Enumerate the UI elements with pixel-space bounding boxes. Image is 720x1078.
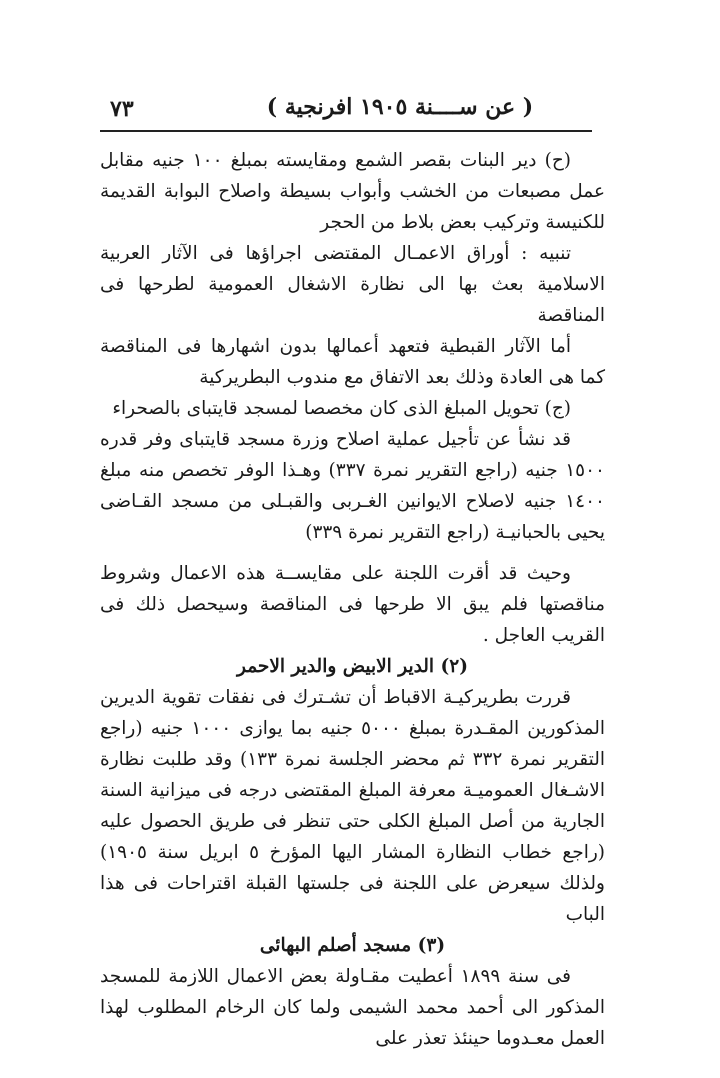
header-rule	[100, 130, 592, 132]
section-heading: (٢) الدير الابيض والدير الاحمر	[237, 656, 468, 677]
paragraph: قررت بطريركيـة الاقباط أن تشـترك فى نفقات تقوية الديرين المذكورين المقـدرة بمبلغ ٥٠٠٠ جنيه بما يوازى ١٠٠٠ جنيه (راجع التقرير نمرة ٣٣٢ ثم محضر الجلسة نمرة ١٣٣) وقد طلبت نظارة الاشـغال العموميـة معرفة المبلغ المقتضى درجه فى ميزانية السنة الجارية من أصل المبلغ الكلى حتى تنظر فى طريق الحصول عليه (راجع خطاب النظارة المشار اليها المؤرخ ٥ ابريل سنة ١٩٠٥) ولذلك سيعرض على اللجنة فى جلستها القبلة اقتراحات فى هذا الباب	[100, 687, 606, 925]
paragraph: فى سنة ١٨٩٩ أعطيت مقـاولة بعض الاعمال اللازمة للمسجد المذكور الى أحمد محمد الشيمى ولما كان الرخام المطلوب لهذا العمل معـدوما حينئذ تعذر على	[100, 966, 605, 1049]
paragraph: تنبيه : أوراق الاعمـال المقتضى اجراؤها فى الآثار العربية الاسلامية بعث بها الى نظارة الاشغال العمومية لطرحها فى المناقصة	[100, 243, 605, 326]
paragraph: (ح) دير البنات بقصر الشمع ومقايسته بمبلغ ١٠٠ جنيه مقابل عمل مصبعات من الخشب وأبواب بسيطة واصلاح البوابة القديمة للكنيسة وتركيب بعض بلاط من الحجر	[100, 150, 605, 233]
paragraph: وحيث قد أقرت اللجنة على مقايســة هذه الاعمال وشروط مناقصتها فلم يبق الا طرحها فى المناقصة وسيحصل ذلك فى القريب العاجل .	[100, 563, 605, 646]
page-body	[100, 145, 605, 1054]
paragraph: أما الآثار القبطية فتعهد أعمالها بدون اشهارها فى المناقصة كما هى العادة وذلك بعد الاتفاق مع مندوب البطريركية	[100, 336, 605, 388]
section-heading: (٣) مسجد أصلم البهائى	[259, 935, 446, 956]
running-title: ( عن ســــنة ١٩٠٥ افرنجية )	[266, 94, 534, 120]
page-number: ٧٣	[110, 96, 134, 122]
paragraph: (ج) تحويل المبلغ الذى كان مخصصا لمسجد قايتباى بالصحراء	[112, 398, 571, 419]
page-header	[100, 92, 590, 128]
paragraph: قد نشأ عن تأجيل عملية اصلاح وزرة مسجد قايتباى وفر قدره ١٥٠٠ جنيه (راجع التقرير نمرة ٣٣٧) وهـذا الوفر تخصص منه مبلغ ١٤٠٠ جنيه لاصلاح الايوانين الغـربى والقبـلى من مسجد القـاضى يحيى بالحبانيـة (راجع التقرير نمرة ٣٣٩)	[100, 429, 605, 543]
